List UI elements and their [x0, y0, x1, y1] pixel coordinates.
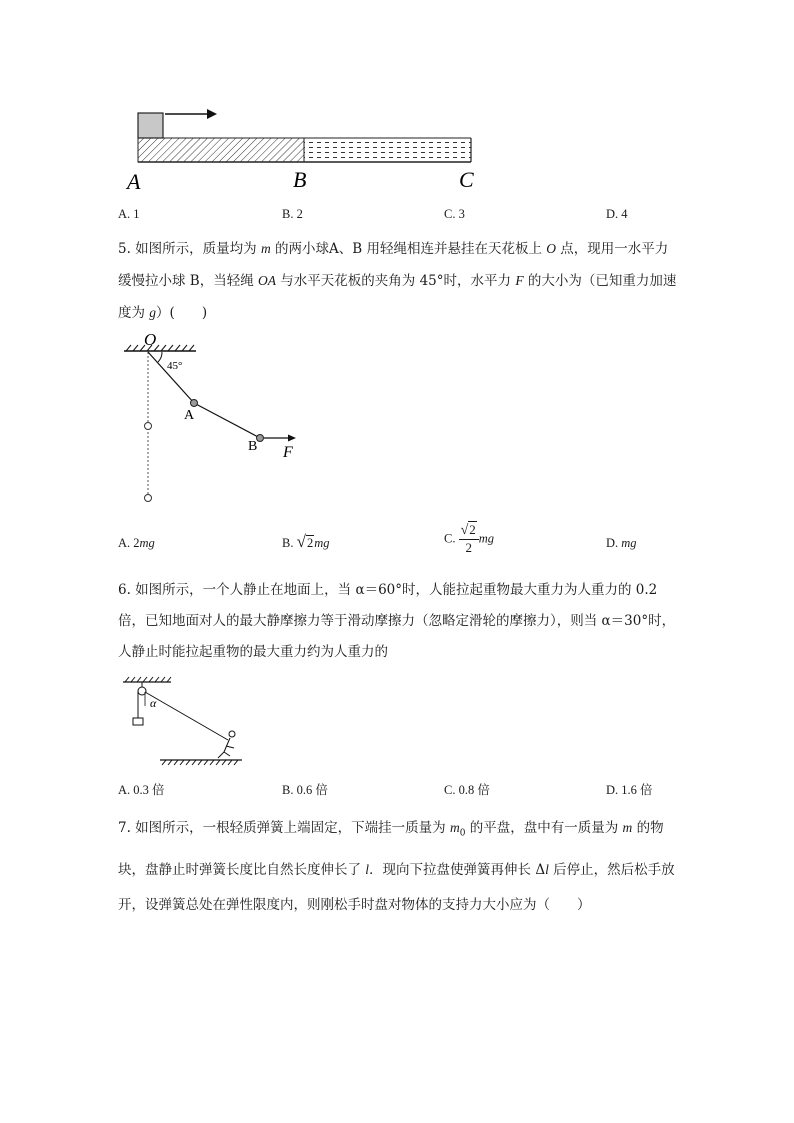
q6-option-c[interactable]: C. 0.8 倍: [444, 783, 490, 797]
q4-label-a: A: [127, 169, 141, 194]
q6-option-d[interactable]: D. 1.6 倍: [606, 783, 653, 797]
sqrt-expression: √2: [296, 532, 314, 551]
q5-label-f: F: [283, 444, 293, 461]
q4-option-b[interactable]: B. 2: [282, 207, 303, 221]
person-icon: [218, 731, 235, 758]
q5-option-a[interactable]: A. 2mg: [118, 536, 155, 550]
q5-label-o: O: [144, 330, 157, 349]
q4-block: [138, 113, 163, 138]
q4-diagram: [125, 100, 485, 200]
q6-label-alpha: α: [150, 696, 157, 710]
q4-option-a[interactable]: A. 1: [118, 207, 140, 221]
q6-weight: [133, 718, 143, 725]
q5-ball-b: [257, 435, 264, 442]
q4-rough-surface: [138, 138, 304, 162]
q4-label-c: C: [459, 167, 474, 192]
q5-label-b: B: [248, 439, 258, 454]
q5-option-b[interactable]: B. √2mg: [282, 532, 330, 551]
q5-ball-a: [191, 400, 198, 407]
q4-option-d[interactable]: D. 4: [606, 207, 628, 221]
q5-label-angle: 45°: [167, 360, 183, 372]
q5-label-a: A: [184, 408, 195, 423]
q5-diagram: [118, 326, 318, 511]
q4-option-c[interactable]: C. 3: [444, 207, 465, 221]
q4-smooth-surface: [304, 138, 471, 162]
q6-stem: 6. 如图所示，一个人静止在地面上，当 α＝60°时，人能拉起重物最大重力为人重力的 0.2 倍，已知地面对人的最大静摩擦力等于滑动摩擦力（忽略定滑轮的摩擦力），则当 α＝30°时，人静止时能拉起重物的最大重力约为人重力的: [118, 582, 676, 660]
q7-stem: 7. 如图所示，一根轻质弹簧上端固定，下端挂一质量为 $m_0$ 的平盘，盘中有一质量为 m 的物块，盘静止时弹簧长度比自然长度伸长了 l．现向下拉盘使弹簧再伸长 Δl 后停止，然后松手放开，设弹簧总处在弹性限度内，则刚松手时盘对物体的支持力大小应为（ ）: [118, 820, 675, 913]
q5-option-d[interactable]: D. mg: [606, 536, 637, 550]
q5-option-c[interactable]: C. $\frac{√2}{2}$ mg: [444, 522, 495, 555]
q5-stem: 5. 如图所示，质量均为 m 的两小球A、B 用轻绳相连并悬挂在天花板上 O 点，现用一水平力缓慢拉小球 B，当轻绳 OA 与水平天花板的夹角为 45°时，水平力 F 的大小为（已知重力加速度为 g）( ): [118, 241, 677, 321]
q6-option-b[interactable]: B. 0.6 倍: [282, 783, 328, 797]
fraction: $\frac{√2}{2}$: [459, 522, 479, 556]
q6-option-a[interactable]: A. 0.3 倍: [118, 783, 165, 797]
q6-diagram: [118, 672, 248, 767]
q4-label-b: B: [293, 167, 307, 192]
